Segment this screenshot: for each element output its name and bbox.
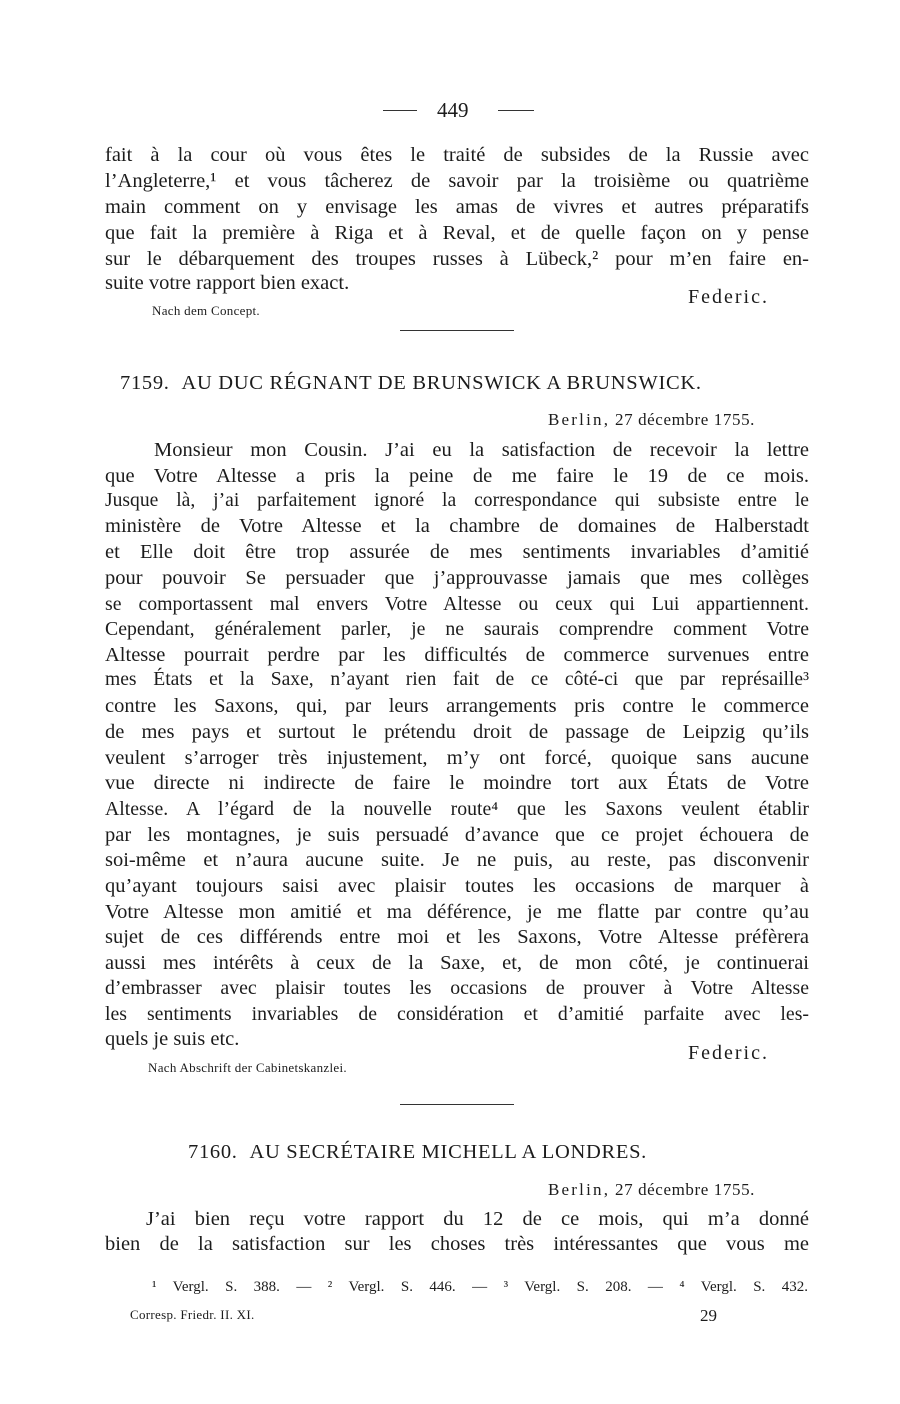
signature: Federic. bbox=[688, 286, 769, 308]
text-line: pour pouvoir Se persuader que j’approuvasse jamais que mes collèges bbox=[105, 567, 809, 589]
text-line: Jusque là, j’ai parfaitement ignoré la correspondance qui subsiste entre le bbox=[105, 490, 809, 511]
text-line: par les montagnes, je suis persuadé d’avance que ce projet échouera de bbox=[105, 824, 809, 846]
text-line: se comportassent mal envers Votre Altesse ou ceux qui Lui appartiennent. bbox=[105, 593, 809, 615]
dateline bbox=[548, 1180, 755, 1200]
text-line: J’ai bien reçu votre rapport du 12 de ce mois, qui m’a donné bbox=[146, 1208, 809, 1230]
header-rule-left bbox=[383, 110, 417, 111]
text-line: et Elle doit être trop assurée de mes sentiments invariables d’amitié bbox=[105, 541, 809, 563]
source-note: Nach dem Concept. bbox=[152, 303, 260, 318]
text-line: sujet de ces différends entre moi et les Saxons, Votre Altesse préfèrera bbox=[105, 926, 809, 948]
dateline-place: Berlin, bbox=[548, 1180, 611, 1199]
page-number: 449 bbox=[437, 98, 469, 122]
letter-heading bbox=[120, 372, 702, 395]
text-line: les sentiments invariables de considération et d’amitié parfaite avec les- bbox=[105, 1003, 809, 1025]
dateline-date: 27 décembre 1755. bbox=[615, 1180, 756, 1199]
signature-mark: Corresp. Friedr. II. XI. bbox=[130, 1307, 255, 1322]
text-line: contre les Saxons, qui, par leurs arrangements pris contre le commerce bbox=[105, 695, 809, 717]
text-line: d’embrasser avec plaisir toutes les occasions de prouver à Votre Altesse bbox=[105, 977, 809, 999]
text-line: que fait la première à Riga et à Reval, et de quelle façon on y pense bbox=[105, 222, 809, 244]
dateline bbox=[548, 410, 755, 430]
text-line: fait à la cour où vous êtes le traité de subsides de la Russie avec bbox=[105, 144, 809, 166]
text-line: Altesse. A l’égard de la nouvelle route⁴ que les Saxons veulent établir bbox=[105, 798, 809, 820]
text-line: aussi mes intérêts à ceux de la Saxe, et, de mon côté, je continuerai bbox=[105, 952, 809, 974]
section-divider bbox=[400, 330, 514, 331]
text-line: Cependant, généralement parler, je ne saurais comprendre comment Votre bbox=[105, 618, 809, 640]
text-line: soi-même et n’aura aucune suite. Je ne puis, au reste, pas disconvenir bbox=[105, 849, 809, 871]
source-note: Nach Abschrift der Cabinetskanzlei. bbox=[148, 1060, 347, 1075]
section-divider bbox=[400, 1104, 514, 1105]
text-line: Votre Altesse mon amitié et ma déférence, je me flatte par contre qu’au bbox=[105, 901, 809, 923]
text-line bbox=[154, 437, 809, 463]
text-line: sur le débarquement des troupes russes à Lübeck,² pour m’en faire en- bbox=[105, 248, 809, 270]
text-line: bien de la satisfaction sur les choses très intéressantes que vous me bbox=[105, 1233, 809, 1255]
text-line: mes États et la Saxe, n’ayant rien fait de ce côté-ci que par représaille³ bbox=[105, 669, 809, 690]
text-line: l’Angleterre,¹ et vous tâcherez de savoir par la troisième ou quatrième bbox=[105, 170, 809, 192]
text-line: qu’ayant toujours saisi avec plaisir toutes les occasions de marquer à bbox=[105, 875, 809, 897]
dateline-date: 27 décembre 1755. bbox=[615, 410, 756, 429]
dateline-place: Berlin, bbox=[548, 410, 611, 429]
text-line: quels je suis etc. bbox=[105, 1028, 240, 1050]
letter-number: 7160. bbox=[188, 1141, 238, 1163]
signature: Federic. bbox=[688, 1042, 769, 1064]
text-line: veulent s’arroger très injustement, m’y ont forcé, quoique sans aucune bbox=[105, 747, 809, 769]
header-rule-right bbox=[498, 110, 534, 111]
letter-heading bbox=[188, 1141, 647, 1164]
text-line: suite votre rapport bien exact. bbox=[105, 272, 350, 294]
footnotes: ¹ Vergl. S. 388. — ² Vergl. S. 446. — ³ Vergl. S. 208. — ⁴ Vergl. S. 432. bbox=[152, 1279, 808, 1295]
text-line: main comment on y envisage les amas de vivres et autres préparatifs bbox=[105, 196, 809, 218]
text-line: ministère de Votre Altesse et la chambre de domaines de Halberstadt bbox=[105, 515, 809, 537]
letter-title: AU DUC RÉGNANT DE BRUNSWICK A BRUNSWICK. bbox=[181, 372, 702, 394]
letter-number: 7159. bbox=[120, 372, 170, 394]
letter-title: AU SECRÉTAIRE MICHELL A LONDRES. bbox=[249, 1141, 647, 1163]
text-line: vue directe ni indirecte de faire le moindre tort aux États de Votre bbox=[105, 772, 809, 794]
text-line: Altesse pourrait perdre par les difficultés de commerce survenues entre bbox=[105, 644, 809, 666]
sheet-number: 29 bbox=[700, 1306, 717, 1325]
text-line-content: Monsieur mon Cousin. J’ai eu la satisfaction de recevoir la lettre bbox=[154, 439, 809, 461]
text-line: de mes pays et surtout le prétendu droit de passage de Leipzig qu’ils bbox=[105, 721, 809, 743]
text-line: que Votre Altesse a pris la peine de me faire le 19 de ce mois. bbox=[105, 465, 809, 487]
